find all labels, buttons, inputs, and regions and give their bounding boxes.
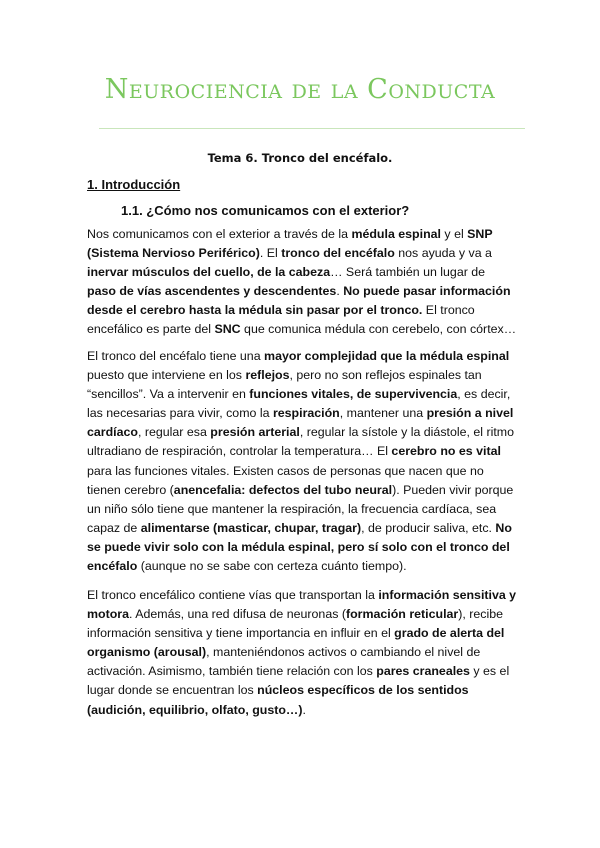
bold-text-run: médula espinal: [351, 227, 441, 241]
text-run: . Además, una red difusa de neuronas (: [129, 607, 346, 622]
text-run: que comunica médula con cerebelo, con córtex…: [240, 322, 517, 337]
bold-text-run: información sensitiva y motora: [87, 588, 517, 622]
text-run: y es el lugar donde se encuentran los: [87, 664, 510, 698]
text-run: . El: [259, 246, 282, 261]
text-run: El tronco del encéfalo tiene una: [87, 349, 265, 363]
bold-text-run: formación reticular: [345, 607, 459, 622]
text-run: .: [336, 284, 344, 299]
bold-text-run: cerebro no es vital: [391, 444, 501, 459]
text-run: .: [302, 702, 306, 717]
bold-text-run: alimentarse (masticar, chupar, tragar): [140, 520, 362, 535]
text-run: ). Pueden vivir porque un niño sólo tiene que mantener la respiración, la frecuencia cardíaca, sea capaz de: [87, 482, 514, 535]
subsection-heading: 1.1. ¿Cómo nos comunicamos con el exterior?: [121, 203, 410, 218]
text-run: puesto que interviene en los: [87, 368, 246, 383]
text-run: … Será también un lugar de: [330, 265, 486, 280]
paragraph-2: [87, 347, 517, 576]
text-run: y el: [440, 227, 468, 241]
bold-text-run: paso de vías ascendentes y descendentes: [87, 284, 337, 299]
bold-text-run: núcleos específicos de los sentidos (audición, equilibrio, olfato, gusto…): [87, 683, 469, 717]
bold-text-run: funciones vitales, de supervivencia: [249, 387, 458, 402]
text-run: nos ayuda y va a: [394, 246, 492, 261]
bold-text-run: SNP (Sistema Nervioso Periférico): [87, 227, 493, 261]
bold-text-run: inervar músculos del cuello, de la cabeza: [87, 265, 331, 280]
bold-text-run: reflejos: [245, 368, 290, 383]
bold-text-run: tronco del encéfalo: [281, 246, 395, 261]
text-run: El tronco encefálico contiene vías que transportan la: [87, 588, 379, 602]
title-divider: [99, 128, 525, 129]
text-run: , mantener una: [339, 406, 427, 421]
bold-text-run: mayor complejidad que la médula espinal: [264, 349, 510, 363]
bold-text-run: anencefalia: defectos del tubo neural: [173, 482, 393, 497]
bold-text-run: No se puede vivir solo con la médula espinal, pero sí solo con el tronco del encéfalo: [87, 520, 512, 574]
bold-text-run: pares craneales: [376, 664, 470, 679]
paragraph-3: [87, 586, 517, 720]
bold-text-run: grado de alerta del organismo (arousal): [87, 626, 505, 660]
bold-text-run: SNC: [214, 322, 241, 337]
text-run: El tronco encefálico es parte del: [87, 303, 475, 337]
text-run: , regular esa: [137, 425, 211, 440]
section-heading: 1. Introducción: [87, 177, 181, 192]
text-run: (aunque no se sabe con certeza cuánto tiempo).: [137, 559, 407, 574]
bold-text-run: respiración: [272, 406, 340, 421]
text-run: , pero no son reflejos espinales tan “sencillos”. Va a intervenir en: [87, 368, 482, 402]
bold-text-run: presión arterial: [210, 425, 300, 440]
paragraph-1: [87, 225, 517, 340]
text-run: para las funciones vitales. Existen casos de personas que nacen que no tienen cerebro (: [87, 463, 484, 497]
text-run: , es decir, las necesarias para vivir, como la: [87, 387, 511, 421]
bold-text-run: presión a nivel cardíaco: [87, 406, 514, 440]
text-run: Nos comunicamos con el exterior a través de la: [87, 227, 352, 241]
text-run: , manteniéndonos activos o cambiando el nivel de activación. Asimismo, también tiene relación con los: [87, 645, 481, 679]
text-run: , regular la sístole y la diástole, el ritmo ultradiano de respiración, controlar la temperatura… El: [87, 425, 515, 459]
bold-text-run: No puede pasar información desde el cerebro hasta la médula sin pasar por el tronco.: [87, 284, 511, 318]
document-subtitle: Tema 6. Tronco del encéfalo.: [207, 151, 393, 165]
document-title: Neurociencia de la Conducta: [104, 74, 496, 105]
text-run: , de producir saliva, etc.: [361, 520, 496, 535]
text-run: ), recibe información sensitiva y tiene importancia en influir en el: [87, 607, 503, 641]
